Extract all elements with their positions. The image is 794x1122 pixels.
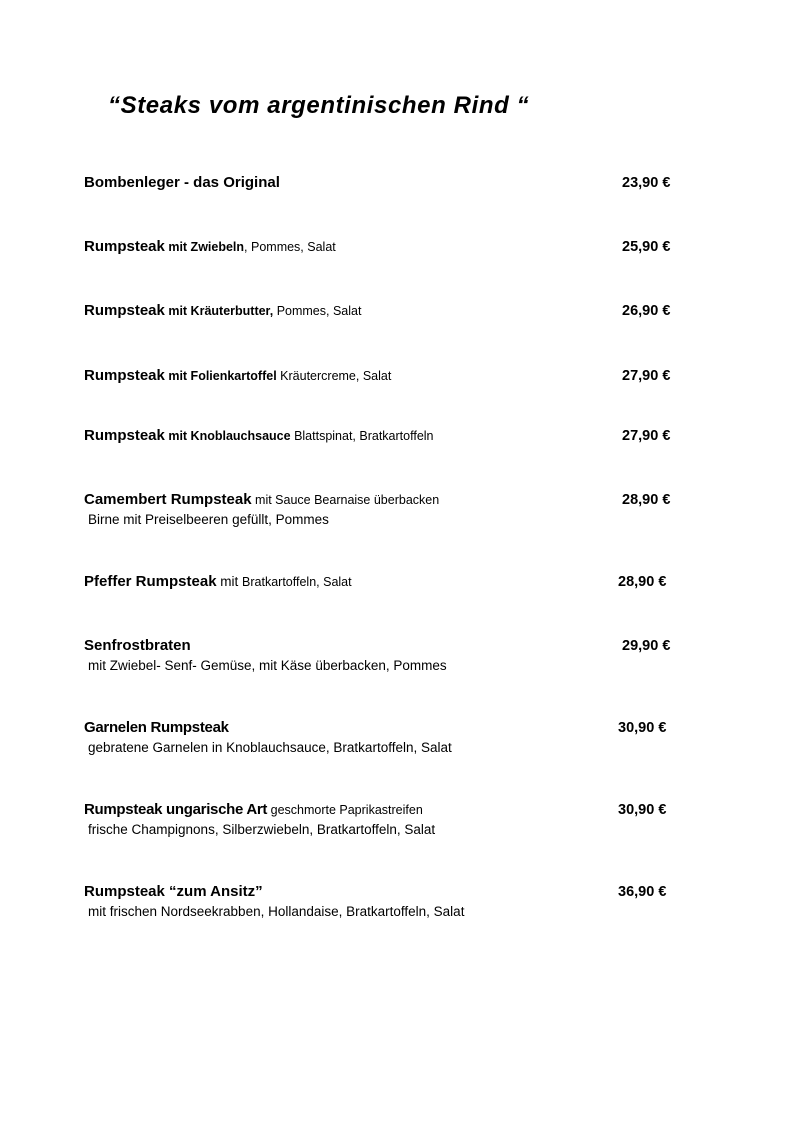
item-name: Pfeffer Rumpsteak: [84, 573, 217, 590]
item-description: Kräutercreme, Salat: [276, 369, 392, 383]
item-price: 28,90 €: [622, 492, 671, 508]
item-name: Rumpsteak ungarische Art: [84, 801, 268, 818]
item-name: Rumpsteak: [84, 427, 165, 444]
item-name: Camembert Rumpsteak: [84, 491, 252, 508]
item-price: 36,90 €: [618, 884, 667, 900]
menu-item: [84, 573, 684, 617]
item-modifier: mit Knoblauchsauce: [164, 429, 291, 443]
item-price: 30,90 €: [618, 720, 667, 736]
item-price: 29,90 €: [622, 638, 671, 654]
item-description: Bratkartoffeln, Salat: [242, 575, 352, 589]
item-price: 27,90 €: [622, 428, 671, 444]
menu-item: [84, 238, 684, 282]
item-description: Blattspinat, Bratkartoffeln: [290, 429, 434, 443]
menu-item: [84, 491, 684, 535]
item-line: [84, 719, 229, 737]
item-description-line: frische Champignons, Silberzwiebeln, Bratkartoffeln, Salat: [88, 822, 436, 837]
item-name: Garnelen Rumpsteak: [84, 719, 229, 736]
item-line: [84, 427, 434, 445]
item-price: 30,90 €: [618, 802, 667, 818]
item-modifier: mit Folienkartoffel: [164, 369, 277, 383]
item-price: 25,90 €: [622, 239, 671, 255]
item-description-connector: mit: [216, 574, 243, 589]
menu-item: [84, 302, 684, 346]
item-name: Rumpsteak: [84, 367, 165, 384]
item-description-line: Birne mit Preiselbeeren gefüllt, Pommes: [88, 512, 329, 527]
item-name: Bombenleger - das Original: [84, 174, 280, 191]
item-description-line: gebratene Garnelen in Knoblauchsauce, Bratkartoffeln, Salat: [88, 740, 452, 755]
item-modifier: mit Zwiebeln: [164, 240, 245, 254]
item-description: , Pommes, Salat: [244, 240, 336, 254]
item-line: [84, 573, 352, 591]
item-line: [84, 883, 263, 901]
item-name: Rumpsteak “zum Ansitz”: [84, 883, 263, 900]
page-title: “Steaks vom argentinischen Rind “: [108, 92, 530, 119]
item-description-line: mit Zwiebel- Senf- Gemüse, mit Käse überbacken, Pommes: [88, 658, 447, 673]
item-price: 28,90 €: [618, 574, 667, 590]
menu-item: [84, 637, 684, 681]
item-price: 26,90 €: [622, 303, 671, 319]
item-line: [84, 637, 191, 655]
menu-item: [84, 367, 684, 411]
item-name: Rumpsteak: [84, 302, 165, 319]
item-line: [84, 174, 280, 192]
item-price: 27,90 €: [622, 368, 671, 384]
menu-item: [84, 801, 684, 845]
item-description-line: mit frischen Nordseekrabben, Hollandaise, Bratkartoffeln, Salat: [88, 904, 465, 919]
item-price: 23,90 €: [622, 175, 671, 191]
menu-item: [84, 174, 684, 218]
item-description: Pommes, Salat: [273, 304, 362, 318]
item-modifier: mit Kräuterbutter,: [164, 304, 274, 318]
menu-item: [84, 427, 684, 471]
item-description: mit Sauce Bearnaise überbacken: [251, 493, 440, 507]
item-line: [84, 801, 423, 819]
item-name: Senfrostbraten: [84, 637, 191, 654]
item-line: [84, 367, 391, 385]
menu-item: [84, 883, 684, 927]
item-name: Rumpsteak: [84, 238, 165, 255]
item-line: [84, 302, 361, 320]
item-description: geschmorte Paprikastreifen: [267, 803, 423, 817]
item-line: [84, 491, 439, 509]
item-line: [84, 238, 336, 256]
menu-item: [84, 719, 684, 763]
